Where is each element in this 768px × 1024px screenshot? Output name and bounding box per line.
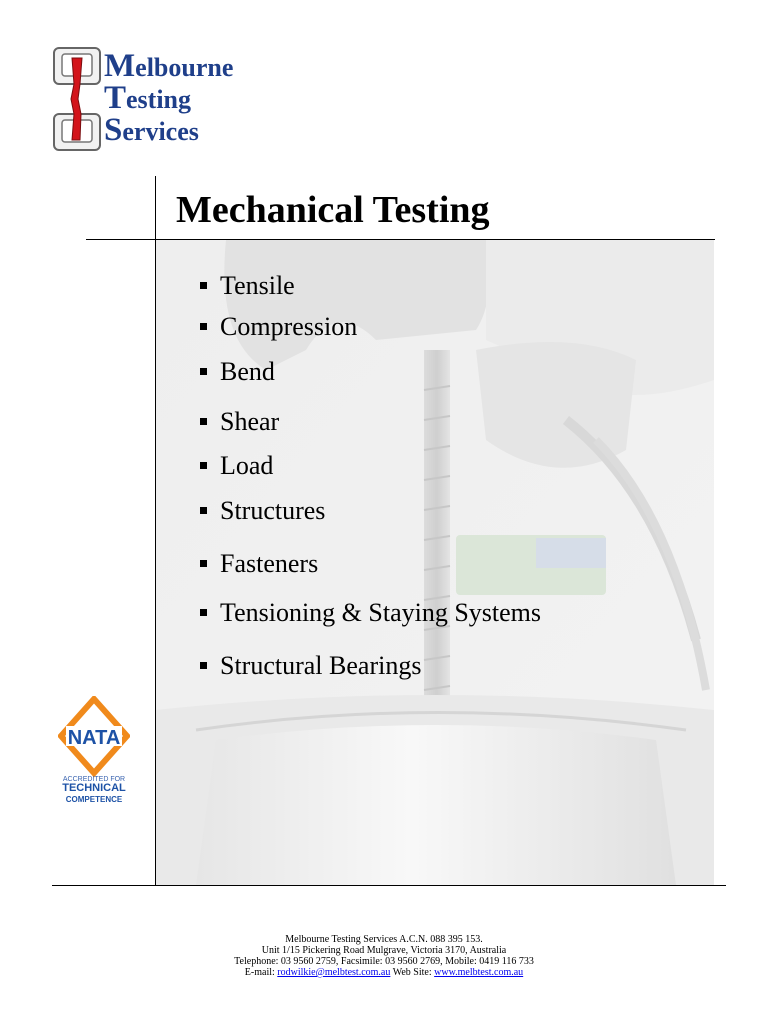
email-label: E-mail: [244,967,275,978]
bullet-square-icon [200,418,207,425]
list-item: Load [200,451,273,481]
email-link[interactable]: rodwilkie@melbtest.com.au [277,967,391,978]
list-item: Structural Bearings [200,651,421,681]
bullet-square-icon [200,323,207,330]
bullet-square-icon [200,609,207,616]
list-item: Bend [200,357,275,387]
list-item: Fasteners [200,549,318,579]
list-item: Tensioning & Staying Systems [200,598,541,628]
bullet-square-icon [200,368,207,375]
bullet-square-icon [200,462,207,469]
list-item: Shear [200,407,279,437]
list-item: Structures [200,496,325,526]
footer-phone-line: Telephone: 03 9560 2759, Facsimile: 03 9560 2769, Mobile: 0419 116 733 [234,956,534,967]
bullet-square-icon [200,662,207,669]
nata-accredited-for: ACCREDITED FOR [62,776,126,783]
list-item: Compression [200,312,357,342]
page-title: Mechanical Testing [176,189,490,231]
logo-line-1: Melbourne [104,48,234,84]
website-label: Web Site: [392,967,432,978]
company-name [104,50,233,146]
list-item: Tensile [200,271,295,301]
tensile-grip-icon [54,48,100,150]
bullet-square-icon [200,282,207,289]
logo-line-3: Services [104,112,199,148]
nata-wordmark: NATA [67,727,121,749]
footer-divider [52,885,726,886]
bullet-square-icon [200,507,207,514]
bullet-square-icon [200,560,207,567]
footer [0,934,768,978]
footer-address-line: Unit 1/15 Pickering Road Mulgrave, Victoria 3170, Australia [261,945,507,956]
nata-accreditation-text [58,776,130,804]
nata-technical: TECHNICAL [62,782,126,794]
footer-contact-line [0,967,768,978]
logo-line-2: Testing [104,80,192,116]
footer-company-line: Melbourne Testing Services A.C.N. 088 395 153. [285,934,483,945]
website-link[interactable]: www.melbtest.com.au [434,967,524,978]
nata-competence: COMPETENCE [65,794,123,804]
